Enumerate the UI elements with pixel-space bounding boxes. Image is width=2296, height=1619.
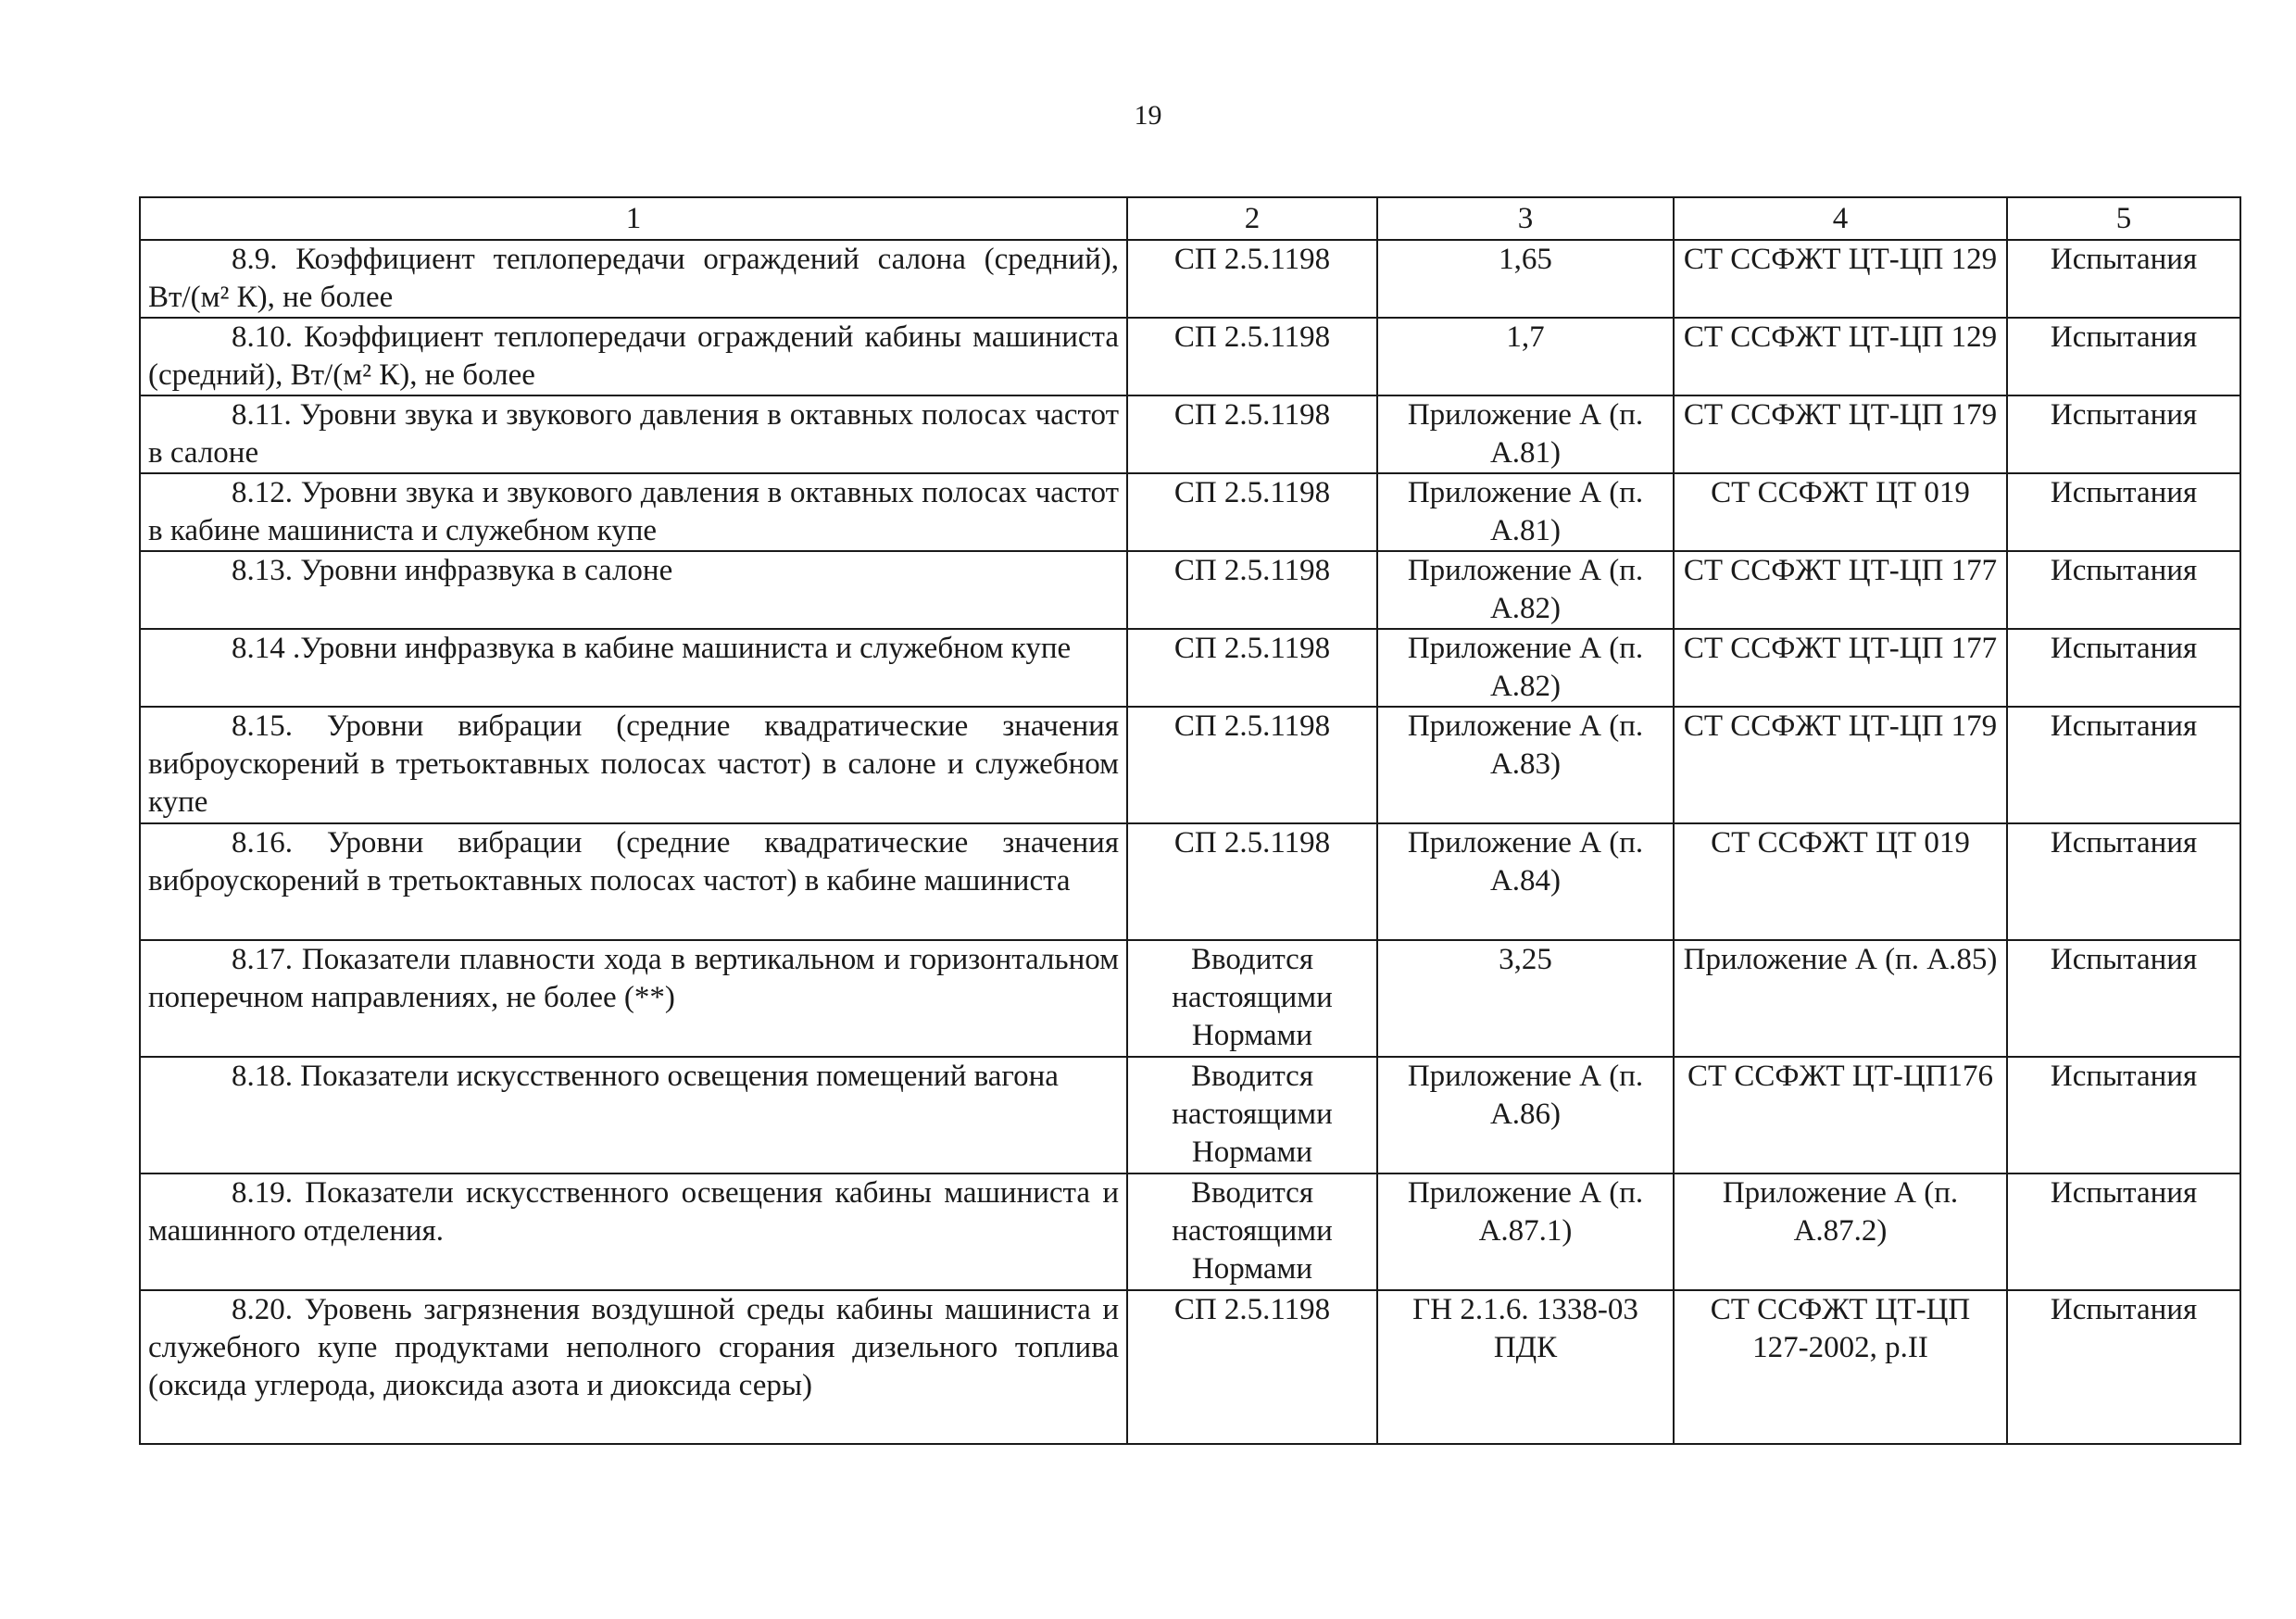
table-row: [140, 240, 2240, 318]
requirement-cell: 8.14 .Уровни инфразвука в кабине машиниста и служебном купе: [140, 629, 1127, 707]
normative-doc-cell: СП 2.5.1198: [1127, 240, 1377, 318]
value-cell: Приложение А (п. А.83): [1377, 707, 1674, 823]
normative-doc-cell: Вводится настоящими Нормами: [1127, 1173, 1377, 1290]
method-cell: СТ ССФЖТ ЦТ-ЦП 179: [1674, 707, 2007, 823]
normative-doc-cell: СП 2.5.1198: [1127, 1290, 1377, 1444]
normative-doc-cell: СП 2.5.1198: [1127, 551, 1377, 629]
normative-doc-cell: СП 2.5.1198: [1127, 823, 1377, 940]
table-row: [140, 1290, 2240, 1444]
column-header-2: 2: [1127, 197, 1377, 240]
normative-doc-cell: СП 2.5.1198: [1127, 629, 1377, 707]
table-row: [140, 1173, 2240, 1290]
method-cell: СТ ССФЖТ ЦТ-ЦП 179: [1674, 395, 2007, 473]
check-type-cell: Испытания: [2007, 629, 2240, 707]
normative-doc-cell: СП 2.5.1198: [1127, 473, 1377, 551]
table-row: [140, 473, 2240, 551]
table-row: [140, 629, 2240, 707]
check-type-cell: Испытания: [2007, 395, 2240, 473]
requirement-cell: 8.16. Уровни вибрации (средние квадратические значения виброускорений в третьоктавных полосах частот) в кабине машиниста: [140, 823, 1127, 940]
requirement-cell: 8.10. Коэффициент теплопередачи ограждений кабины машиниста (средний), Вт/(м² К), не более: [140, 318, 1127, 395]
value-cell: Приложение А (п. А.81): [1377, 473, 1674, 551]
column-header-4: 4: [1674, 197, 2007, 240]
table-row: [140, 823, 2240, 940]
normative-doc-cell: СП 2.5.1198: [1127, 318, 1377, 395]
requirement-cell: 8.19. Показатели искусственного освещения кабины машиниста и машинного отделения.: [140, 1173, 1127, 1290]
check-type-cell: Испытания: [2007, 240, 2240, 318]
method-cell: Приложение А (п. А.87.2): [1674, 1173, 2007, 1290]
header-row: [140, 197, 2240, 240]
check-type-cell: Испытания: [2007, 551, 2240, 629]
requirement-cell: 8.9. Коэффициент теплопередачи ограждений салона (средний), Вт/(м² К), не более: [140, 240, 1127, 318]
value-cell: Приложение А (п. А.81): [1377, 395, 1674, 473]
requirement-cell: 8.13. Уровни инфразвука в салоне: [140, 551, 1127, 629]
method-cell: СТ ССФЖТ ЦТ 019: [1674, 473, 2007, 551]
column-header-3: 3: [1377, 197, 1674, 240]
requirements-table: [139, 196, 2241, 1445]
table-row: [140, 318, 2240, 395]
table-row: [140, 1057, 2240, 1173]
check-type-cell: Испытания: [2007, 1057, 2240, 1173]
value-cell: Приложение А (п. А.82): [1377, 551, 1674, 629]
table-row: [140, 707, 2240, 823]
method-cell: СТ ССФЖТ ЦТ-ЦП 129: [1674, 318, 2007, 395]
value-cell: Приложение А (п. А.87.1): [1377, 1173, 1674, 1290]
column-header-1: 1: [140, 197, 1127, 240]
requirement-cell: 8.11. Уровни звука и звукового давления в октавных полосах частот в салоне: [140, 395, 1127, 473]
value-cell: Приложение А (п. А.82): [1377, 629, 1674, 707]
value-cell: 1,7: [1377, 318, 1674, 395]
value-cell: 1,65: [1377, 240, 1674, 318]
requirement-cell: 8.20. Уровень загрязнения воздушной среды кабины машиниста и служебного купе продуктами неполного сгорания дизельного топлива (оксида углерода, диоксида азота и диоксида серы): [140, 1290, 1127, 1444]
method-cell: СТ ССФЖТ ЦТ 019: [1674, 823, 2007, 940]
table-row: [140, 395, 2240, 473]
check-type-cell: Испытания: [2007, 940, 2240, 1057]
requirement-cell: 8.15. Уровни вибрации (средние квадратические значения виброускорений в третьоктавных полосах частот) в салоне и служебном купе: [140, 707, 1127, 823]
normative-doc-cell: Вводится настоящими Нормами: [1127, 940, 1377, 1057]
table-row: [140, 940, 2240, 1057]
method-cell: СТ ССФЖТ ЦТ-ЦП 129: [1674, 240, 2007, 318]
requirement-cell: 8.12. Уровни звука и звукового давления в октавных полосах частот в кабине машиниста и служебном купе: [140, 473, 1127, 551]
method-cell: СТ ССФЖТ ЦТ-ЦП176: [1674, 1057, 2007, 1173]
value-cell: 3,25: [1377, 940, 1674, 1057]
method-cell: СТ ССФЖТ ЦТ-ЦП 127-2002, р.II: [1674, 1290, 2007, 1444]
normative-doc-cell: Вводится настоящими Нормами: [1127, 1057, 1377, 1173]
table-row: [140, 551, 2240, 629]
check-type-cell: Испытания: [2007, 707, 2240, 823]
normative-doc-cell: СП 2.5.1198: [1127, 707, 1377, 823]
value-cell: Приложение А (п. А.86): [1377, 1057, 1674, 1173]
method-cell: СТ ССФЖТ ЦТ-ЦП 177: [1674, 551, 2007, 629]
normative-doc-cell: СП 2.5.1198: [1127, 395, 1377, 473]
check-type-cell: Испытания: [2007, 1290, 2240, 1444]
page-number: 19: [1134, 100, 1162, 131]
check-type-cell: Испытания: [2007, 1173, 2240, 1290]
column-header-5: 5: [2007, 197, 2240, 240]
check-type-cell: Испытания: [2007, 473, 2240, 551]
check-type-cell: Испытания: [2007, 318, 2240, 395]
requirement-cell: 8.18. Показатели искусственного освещения помещений вагона: [140, 1057, 1127, 1173]
value-cell: Приложение А (п. А.84): [1377, 823, 1674, 940]
check-type-cell: Испытания: [2007, 823, 2240, 940]
method-cell: СТ ССФЖТ ЦТ-ЦП 177: [1674, 629, 2007, 707]
value-cell: ГН 2.1.6. 1338-03 ПДК: [1377, 1290, 1674, 1444]
method-cell: Приложение А (п. А.85): [1674, 940, 2007, 1057]
requirement-cell: 8.17. Показатели плавности хода в вертикальном и горизонтальном поперечном направлениях, не более (**): [140, 940, 1127, 1057]
